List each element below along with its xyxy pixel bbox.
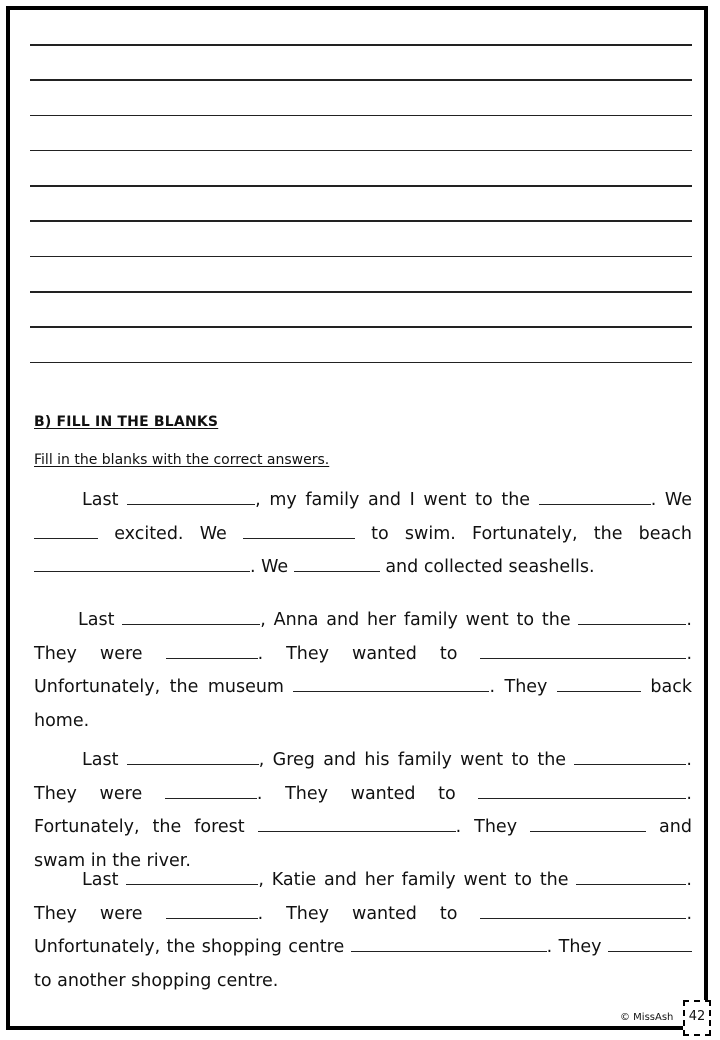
text: . They [489, 677, 548, 697]
text: . We [250, 557, 289, 577]
writing-line [30, 291, 692, 293]
text: . They [546, 937, 602, 957]
blank-6[interactable] [557, 675, 641, 692]
blank-3[interactable] [34, 522, 98, 539]
text: back home. [34, 677, 692, 731]
blank-4[interactable] [480, 902, 686, 919]
writing-line [30, 362, 692, 364]
text: . They were [34, 610, 692, 664]
writing-line [30, 44, 692, 46]
text: . Unfortunately, the museum [34, 643, 693, 697]
text: and swam in the river. [34, 817, 692, 871]
blank-4[interactable] [478, 782, 686, 799]
text: , Greg and his family went to the [258, 750, 567, 770]
blank-1[interactable] [122, 608, 260, 625]
text: . They wanted to [257, 643, 458, 664]
blank-5[interactable] [34, 555, 250, 572]
copyright-text: © MissAsh [620, 1012, 674, 1023]
paragraph-4 [34, 864, 692, 998]
blank-2[interactable] [578, 608, 686, 625]
paragraph-1 [34, 484, 692, 585]
blank-3[interactable] [166, 902, 258, 919]
blank-5[interactable] [293, 675, 489, 692]
text: and collected seashells. [385, 557, 595, 577]
writing-line [30, 185, 692, 187]
writing-line [30, 115, 692, 117]
text: . We [650, 490, 692, 510]
writing-lines [30, 44, 692, 397]
paragraph-3 [34, 744, 692, 878]
blank-5[interactable] [351, 935, 547, 952]
text: Last [82, 750, 119, 770]
writing-line [30, 79, 692, 81]
text: to swim. Fortunately, the beach [371, 523, 692, 544]
blank-6[interactable] [530, 815, 646, 832]
blank-2[interactable] [576, 868, 686, 885]
writing-line [30, 220, 692, 222]
section-title: B) FILL IN THE BLANKS [34, 414, 219, 430]
text: . They wanted to [256, 783, 456, 804]
text: to another shopping centre. [34, 970, 279, 991]
blank-1[interactable] [127, 748, 259, 765]
text: . They wanted to [257, 903, 458, 924]
text: Last [82, 490, 119, 510]
blank-2[interactable] [574, 748, 686, 765]
blank-4[interactable] [480, 642, 686, 659]
writing-line [30, 256, 692, 258]
blank-3[interactable] [166, 642, 258, 659]
blank-1[interactable] [127, 488, 255, 505]
text: . They [455, 817, 518, 837]
text: Last [82, 870, 119, 890]
text: . They were [34, 750, 692, 804]
text: excited. We [114, 523, 227, 544]
blank-3[interactable] [165, 782, 257, 799]
writing-line [30, 150, 692, 152]
text: , my family and I went to the [255, 490, 531, 510]
blank-2[interactable] [539, 488, 651, 505]
writing-line [30, 326, 692, 328]
blank-5[interactable] [258, 815, 456, 832]
text: . They were [34, 870, 692, 924]
text: Last [78, 610, 115, 630]
page-number: 42 [683, 1000, 711, 1036]
instruction-text: Fill in the blanks with the correct answers. [34, 452, 330, 468]
text: , Anna and her family went to the [260, 610, 571, 630]
text: . Unfortunately, the shopping centre [34, 903, 693, 957]
blank-6[interactable] [294, 555, 380, 572]
paragraph-2 [34, 604, 692, 738]
blank-6[interactable] [608, 935, 692, 952]
text: , Katie and her family went to the [258, 870, 569, 890]
text: . Fortunately, the forest [34, 783, 692, 837]
blank-1[interactable] [126, 868, 258, 885]
blank-4[interactable] [243, 522, 355, 539]
